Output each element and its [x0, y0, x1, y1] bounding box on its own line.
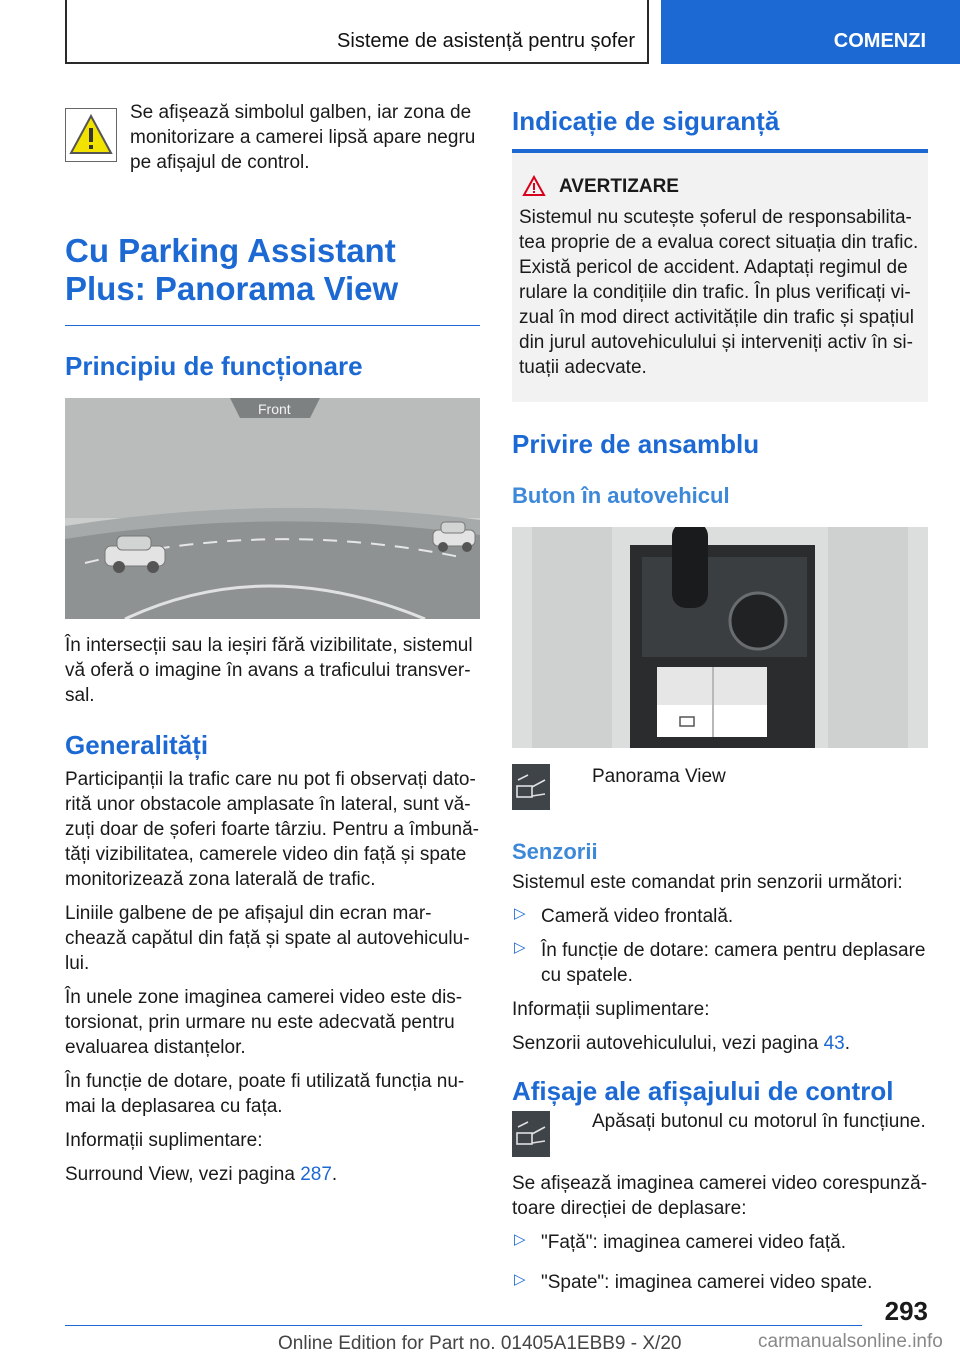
warning-box — [512, 153, 928, 402]
caution-text: Se afișează simbolul galben, iar zona de monitorizare a camerei lipsă apare negru pe afișajul de control. — [130, 102, 476, 173]
warning-title: AVERTIZARE — [559, 176, 679, 197]
heading-button-in-vehicle: Buton în autovehicul — [512, 483, 730, 508]
heading-principle: Principiu de funcționare — [65, 351, 363, 381]
list-item: ▷ "Față": imaginea camerei video față. — [514, 1231, 846, 1253]
general-paragraph-3: În unele zone imaginea camerei video este dis-torsionat, prin urmare nu este adecvată pentru evaluarea distanțelor. — [65, 987, 463, 1058]
heading-display: Afișaje ale afișajului de control — [512, 1076, 894, 1106]
list-item: ▷ "Spate": imaginea camerei video spate. — [514, 1271, 873, 1293]
footer-edition: Online Edition for Part no. 01405A1EBB9 - X/20 — [278, 1333, 682, 1354]
footer-divider — [65, 1325, 862, 1326]
sensors-more-info: Informații suplimentare: — [512, 999, 710, 1020]
center-console-image — [512, 527, 928, 748]
press-button-row — [512, 1109, 928, 1165]
panorama-view-button-row — [512, 764, 928, 826]
panorama-view-camera-icon — [512, 1111, 550, 1157]
page-link-287[interactable]: 287 — [300, 1164, 332, 1185]
right-column — [512, 100, 928, 1304]
warning-text: Sistemul nu scutește șoferul de responsabilita-tea proprie de a evalua corect situația din trafic. Există pericol de accident. Adaptați regimul de rulare la condițiile din trafic. În plus verificați vi-zual în mod direct activitățile din trafic și spațiul din jurul autovehiculului și interveniți activ în si-tuații adecvate. — [519, 207, 919, 378]
heading-safety: Indicație de siguranță — [512, 106, 780, 136]
general-paragraph-1: Participanții la trafic care nu pot fi observați dato-rită unor obstacole amplasate în lateral, sunt vă-zuți doar de șoferi foarte târziu. Pentru a îmbună-tăți vizibilitatea, camerele video din față și spate monitorizează zona laterală de trafic. — [65, 769, 479, 890]
caution-icon — [65, 108, 117, 162]
list-item: ▷ În funcție de dotare: camera pentru deplasare cu spatele. — [514, 939, 926, 986]
general-paragraph-4: În funcție de dotare, poate fi utilizată funcția nu-mai la deplasarea cu fața. — [65, 1071, 465, 1117]
header-tab-label: COMENZI — [833, 30, 926, 52]
bullet-triangle-icon: ▷ — [514, 939, 526, 956]
press-button-text: Apăsați butonul cu motorul în funcțiune. — [592, 1111, 926, 1132]
panorama-view-camera-icon — [512, 764, 550, 810]
watermark-logo: carmanualsonline.info — [758, 1331, 943, 1352]
safety-divider — [512, 137, 928, 153]
heading-overview: Privire de ansamblu — [512, 429, 760, 459]
sensors-reference: Senzorii autovehiculului, vezi pagina 43. — [512, 1033, 851, 1054]
panorama-view-label: Panorama View — [592, 766, 726, 787]
page-title: Cu Parking Assistant Plus: Panorama View — [65, 232, 399, 307]
sensors-intro: Sistemul este comandat prin senzorii următori: — [512, 872, 903, 893]
page-link-43[interactable]: 43 — [823, 1033, 845, 1054]
heading-sensors: Senzorii — [512, 839, 598, 864]
general-more-info: Informații suplimentare: — [65, 1130, 263, 1151]
camera-front-label: Front — [258, 401, 291, 417]
camera-view-image — [65, 398, 480, 619]
header-tab-comenzi[interactable] — [661, 0, 960, 64]
intro-paragraph: În intersecții sau la ieșiri fără vizibilitate, sistemul vă oferă o imagine în avans a traficului transver-sal. — [65, 635, 473, 706]
left-column — [65, 100, 480, 1196]
display-intro: Se afișează imaginea camerei video corespunză-toare direcției de deplasare: — [512, 1173, 928, 1219]
heading-general: Generalități — [65, 730, 209, 760]
bullet-triangle-icon: ▷ — [514, 1271, 526, 1288]
bullet-triangle-icon: ▷ — [514, 1231, 526, 1248]
list-item: ▷ Cameră video frontală. — [514, 905, 734, 927]
bullet-triangle-icon: ▷ — [514, 905, 526, 922]
page-number: 293 — [884, 1296, 928, 1326]
header-section-box — [65, 0, 649, 64]
surround-view-reference: Surround View, vezi pagina 287. — [65, 1164, 338, 1185]
general-paragraph-2: Liniile galbene de pe afișajul din ecran mar-chează capătul din față și spate al autovehiculu-lui. — [65, 903, 470, 974]
warning-triangle-icon — [522, 175, 546, 197]
header-section-title: Sisteme de asistență pentru șofer — [337, 30, 635, 52]
caution-note — [65, 100, 480, 184]
